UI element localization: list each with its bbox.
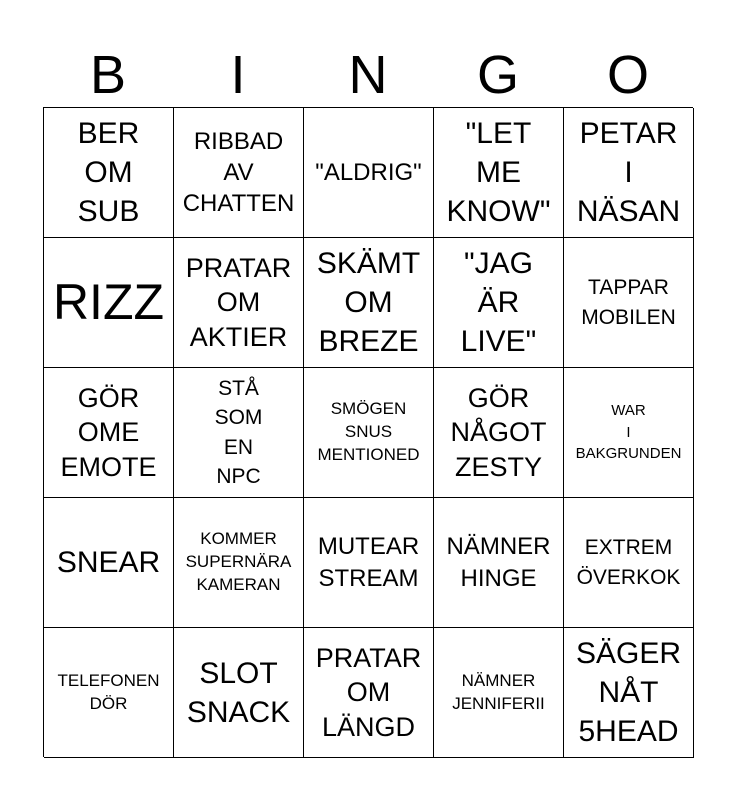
bingo-cell[interactable] <box>44 498 174 628</box>
bingo-cell[interactable] <box>434 498 564 628</box>
header-letter-o: O <box>606 45 649 105</box>
cell-text: SMÖGEN SNUS MENTIONED <box>317 399 420 464</box>
cell-text: SÄGER NÅT 5HEAD <box>575 637 682 748</box>
bingo-cell[interactable] <box>564 368 694 498</box>
bingo-cell[interactable] <box>304 628 434 758</box>
bingo-board <box>43 107 693 757</box>
cell-text: EXTREM ÖVERKOK <box>576 536 681 589</box>
bingo-cell[interactable] <box>174 368 304 498</box>
cell-text: NÄMNER HINGE <box>446 533 551 592</box>
bingo-cell[interactable] <box>434 238 564 368</box>
cell-text: GÖR NÅGOT ZESTY <box>450 383 547 482</box>
cell-text: PRATAR OM AKTIER <box>185 253 292 352</box>
cell-text: MUTEAR STREAM <box>317 533 420 592</box>
header-letter-g: G <box>476 45 519 105</box>
bingo-cell[interactable] <box>304 238 434 368</box>
cell-text: KOMMER SUPERNÄRA KAMERAN <box>185 529 292 594</box>
bingo-cell[interactable] <box>564 238 694 368</box>
cell-text: RIBBAD AV CHATTEN <box>182 127 295 218</box>
cell-text: SLOT SNACK <box>186 656 291 729</box>
cell-text: RIZZ <box>52 273 165 330</box>
bingo-cell[interactable] <box>174 498 304 628</box>
bingo-cell[interactable] <box>44 368 174 498</box>
cell-text: PETAR I NÄSAN <box>576 117 681 228</box>
cell-text: TAPPAR MOBILEN <box>581 276 676 329</box>
cell-text: BER OM SUB <box>77 117 140 228</box>
bingo-cell[interactable] <box>434 368 564 498</box>
bingo-cell[interactable] <box>434 108 564 238</box>
bingo-cell[interactable] <box>564 498 694 628</box>
bingo-cell[interactable] <box>174 238 304 368</box>
cell-text: GÖR OME EMOTE <box>60 383 157 482</box>
cell-text: SKÄMT OM BREZE <box>316 247 421 358</box>
bingo-cell[interactable] <box>564 108 694 238</box>
cell-text: "ALDRIG" <box>315 158 422 186</box>
bingo-cell[interactable] <box>44 108 174 238</box>
bingo-cell[interactable] <box>174 108 304 238</box>
bingo-header <box>43 44 693 106</box>
bingo-cell[interactable] <box>174 628 304 758</box>
bingo-cell[interactable] <box>44 238 174 368</box>
cell-text: "JAG ÄR LIVE" <box>460 247 537 358</box>
header-letter-b: B <box>89 45 127 105</box>
bingo-cell[interactable] <box>304 368 434 498</box>
bingo-cell[interactable] <box>44 628 174 758</box>
cell-text: NÄMNER JENNIFERII <box>452 670 545 713</box>
bingo-cell[interactable] <box>304 498 434 628</box>
cell-text: WAR I BAKGRUNDEN <box>575 401 682 463</box>
cell-text: "LET ME KNOW" <box>446 117 551 228</box>
header-letter-i: I <box>230 45 246 105</box>
cell-text: TELEFONEN DÖR <box>57 670 160 713</box>
cell-text: SNEAR <box>56 546 161 579</box>
bingo-cell[interactable] <box>304 108 434 238</box>
bingo-cell[interactable] <box>564 628 694 758</box>
header-letter-n: N <box>348 45 388 105</box>
cell-text: PRATAR OM LÄNGD <box>315 643 422 742</box>
cell-text: STÅ SOM EN NPC <box>214 376 263 488</box>
bingo-cell[interactable] <box>434 628 564 758</box>
